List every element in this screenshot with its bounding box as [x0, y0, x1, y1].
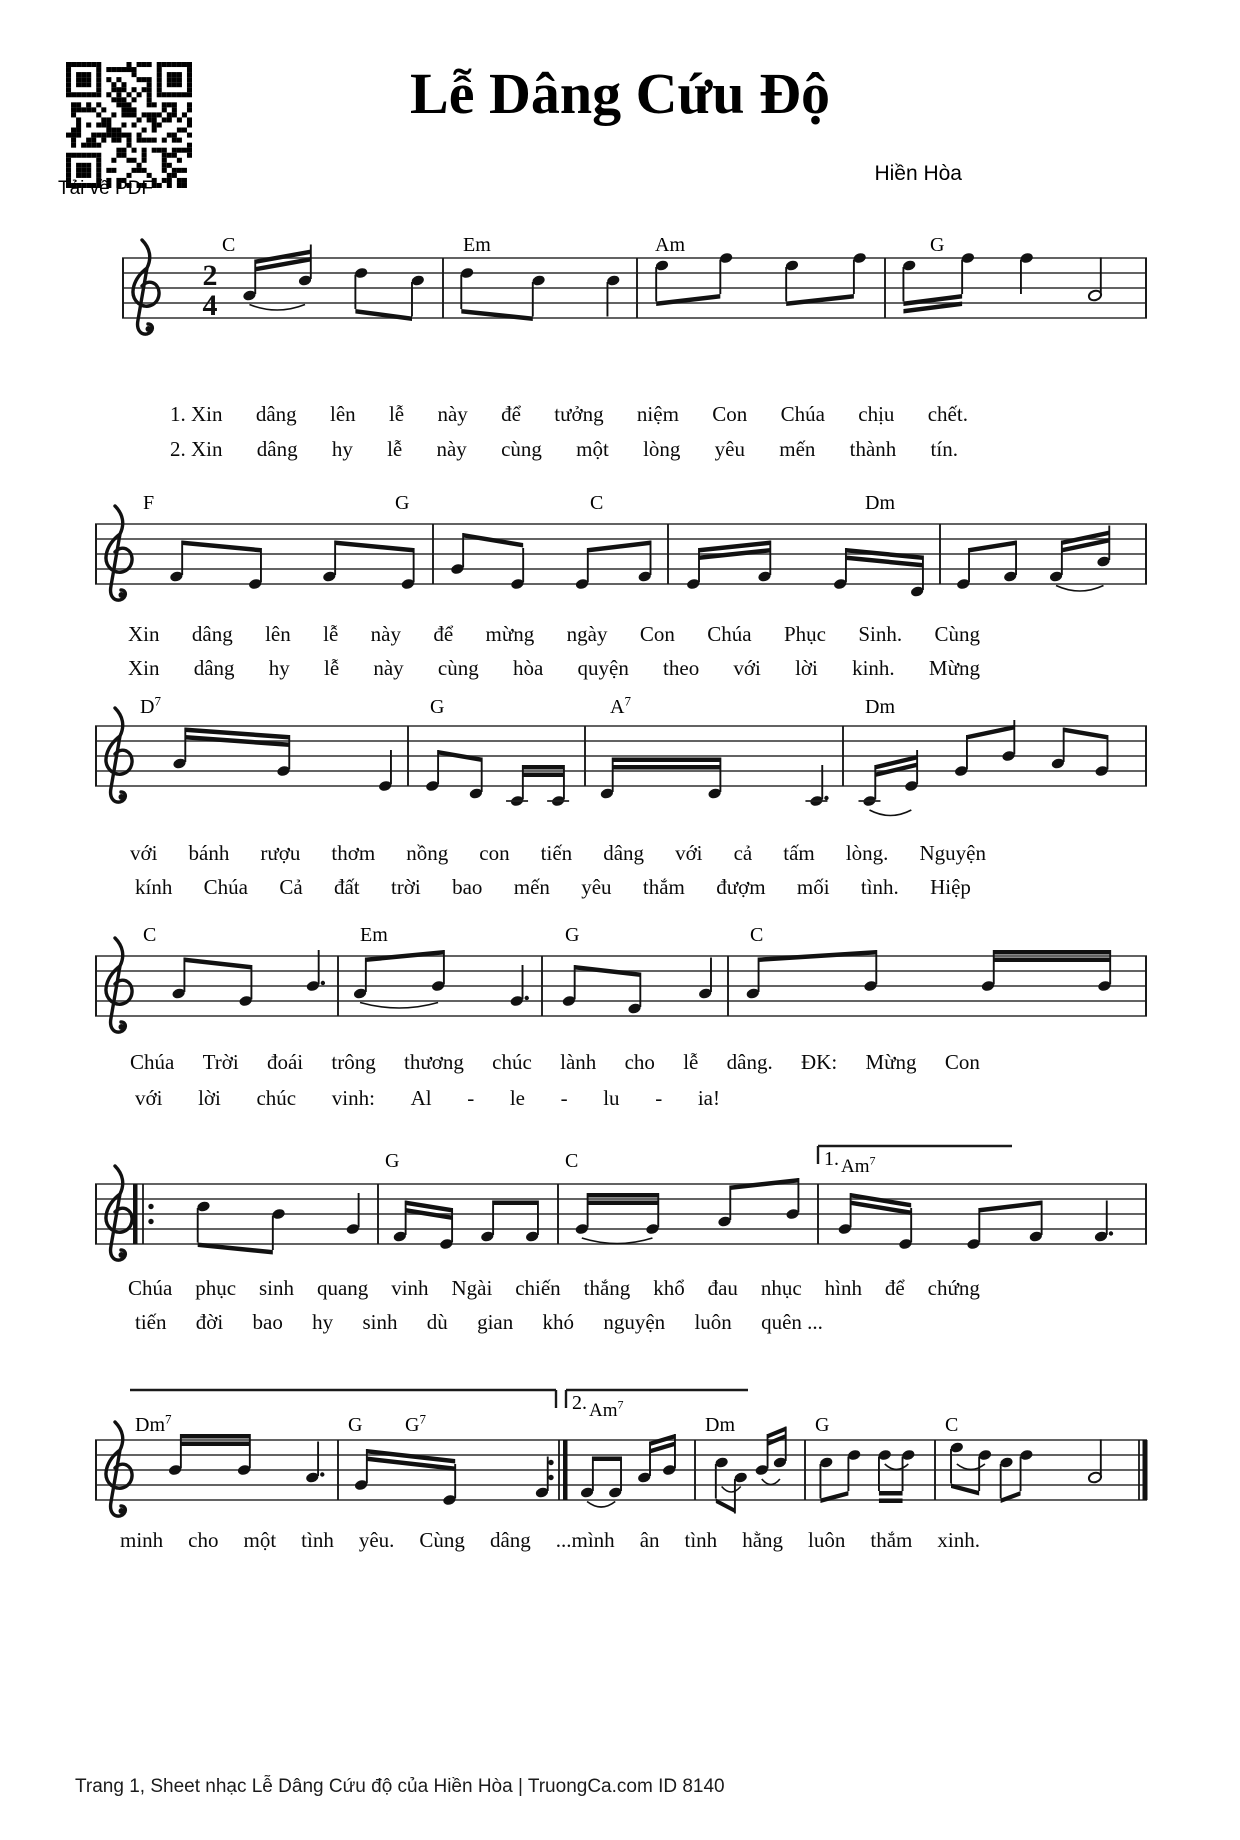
lyric-word: với — [733, 656, 761, 680]
chord-label: $A^7$ — [610, 693, 631, 718]
lyric-word: kính — [135, 875, 173, 899]
lyric-word: ngày — [566, 622, 608, 646]
lyric-word: tình. — [860, 875, 899, 899]
chord-label: G — [430, 696, 445, 718]
lyric-word: lành — [560, 1050, 597, 1074]
lyric-word: cùng — [501, 437, 542, 461]
lyric-word: tín. — [930, 437, 958, 461]
lyric-word: phục — [195, 1276, 237, 1300]
lyric-word: - — [655, 1086, 663, 1110]
lyric-word: một — [243, 1528, 277, 1552]
lyric-word: với — [135, 1086, 163, 1110]
lyric-word: mối — [796, 875, 830, 899]
chord-label: Am — [655, 234, 685, 256]
lyric-word: này — [373, 656, 404, 680]
lyric-word: chết. — [927, 402, 968, 426]
lyric-word: với — [130, 841, 158, 865]
lyric-word: lễ — [388, 402, 405, 426]
chord-label: Dm — [705, 1414, 735, 1436]
lyric-word: đời — [195, 1310, 224, 1334]
lyric-word: Cùng — [934, 622, 980, 646]
lyric-word: hòa — [512, 656, 544, 680]
lyric-word: vinh: — [331, 1086, 375, 1110]
lyric-word: khổ — [653, 1276, 685, 1300]
lyric-word: lời — [198, 1086, 221, 1110]
download-pdf-link[interactable]: Tải về PDF — [58, 178, 154, 199]
lyric-word: chúc — [256, 1086, 297, 1110]
lyric-word: thơm — [331, 841, 376, 865]
lyric-word: lễ — [683, 1050, 699, 1074]
lyric-word: thắm — [642, 875, 685, 899]
lyric-word: thương — [404, 1050, 464, 1074]
lyric-word: gian — [477, 1310, 514, 1334]
lyric-word: chúc — [492, 1050, 532, 1074]
lyric-word: khó — [542, 1310, 575, 1334]
chord-label: G — [815, 1414, 830, 1436]
lyric-word: Chúa — [203, 875, 248, 899]
lyric-word: cả — [733, 841, 753, 865]
lyric-word: lên — [265, 622, 291, 646]
lyric-word: dâng — [255, 402, 297, 426]
lyric-word: để — [884, 1276, 905, 1300]
lyric-word: chiến — [515, 1276, 561, 1300]
lyric-word: đoái — [266, 1050, 304, 1074]
lyric-word: Mừng — [865, 1050, 917, 1074]
lyric-word: mến — [513, 875, 550, 899]
lyric-word: Mừng — [928, 656, 980, 680]
lyric-word: quyện — [577, 656, 629, 680]
chord-label: G — [385, 1150, 400, 1172]
chord-label: Em — [463, 234, 491, 256]
lyric-word: ia! — [697, 1086, 720, 1110]
lyric-word: Sinh. — [858, 622, 903, 646]
lyric-word: Con — [944, 1050, 980, 1074]
lyric-word: cho — [624, 1050, 655, 1074]
lyric-word: - — [467, 1086, 475, 1110]
chord-label: C — [143, 924, 157, 946]
lyric-word: yêu — [714, 437, 745, 461]
lyric-word: cùng — [437, 656, 479, 680]
lyric-word: tiến — [135, 1310, 167, 1334]
chord-label: Dm$^7$ — [135, 1411, 172, 1436]
lyric-word: tiến — [540, 841, 573, 865]
lyric-word: Xin — [128, 622, 160, 646]
lyric-word: cho — [188, 1528, 219, 1552]
lyric-word: thắng — [583, 1276, 631, 1300]
lyric-word: Chúa — [128, 1276, 173, 1300]
lyric-word: dù — [426, 1310, 448, 1334]
lyric-word: lên — [329, 402, 356, 426]
lyric-word: Nguyện — [919, 841, 986, 865]
lyric-word: chịu — [858, 402, 895, 426]
lyric-word: luôn — [808, 1528, 846, 1552]
lyric-word: này — [437, 402, 468, 426]
lyric-word: Chúa — [707, 622, 752, 646]
chord-label: G — [348, 1414, 363, 1436]
svg-text:4: 4 — [202, 289, 218, 322]
lyric-word: Con — [639, 622, 675, 646]
lyric-word: lễ — [323, 622, 339, 646]
chord-label: G — [395, 492, 410, 514]
chord-label: $D^7$ — [140, 693, 161, 718]
lyric-word: Xin — [128, 656, 160, 680]
chord-label: C — [590, 492, 604, 514]
chord-label: Em — [360, 924, 388, 946]
lyric-word: con — [479, 841, 510, 865]
lyric-word: Al — [410, 1086, 432, 1110]
chord-label: C — [945, 1414, 959, 1436]
lyric-word: dâng — [603, 841, 645, 865]
lyric-word: hình — [824, 1276, 862, 1300]
lyric-word: dâng — [256, 437, 298, 461]
lyric-word: quang — [316, 1276, 369, 1300]
lyric-word: hằng — [742, 1528, 784, 1552]
lyric-word: dâng — [191, 622, 233, 646]
page-footer: Trang 1, Sheet nhạc Lễ Dâng Cứu độ của Hiền Hòa | TruongCa.com ID 8140 — [75, 1776, 725, 1797]
chord-label: G — [565, 924, 580, 946]
lyric-word: 1. Xin — [170, 402, 223, 426]
song-title: Lễ Dâng Cứu Độ — [410, 61, 830, 126]
lyric-word: kinh. — [852, 656, 895, 680]
lyric-word: chứng — [927, 1276, 980, 1300]
lyric-word: theo — [663, 656, 700, 680]
chord-label: G — [930, 234, 945, 256]
composer-name: Hiền Hòa — [874, 162, 962, 185]
lyric-word: bao — [252, 1310, 283, 1334]
lyric-word: đượm — [716, 875, 766, 899]
lyric-word: thành — [849, 437, 897, 461]
volta-label: 2. Am$^7$ — [572, 1392, 624, 1421]
chord-label: C — [222, 234, 236, 256]
lyric-word: ...mình — [555, 1528, 615, 1552]
lyric-word: tưởng — [554, 402, 604, 426]
lyric-word: dâng — [193, 656, 235, 680]
lyric-word: để — [501, 402, 521, 426]
lyric-word: 2. Xin — [170, 437, 223, 461]
lyric-word: với — [675, 841, 703, 865]
lyric-word: luôn — [694, 1310, 732, 1334]
lyric-word: bánh — [188, 841, 230, 865]
lyric-word: Cả — [279, 875, 303, 899]
lyric-word: niệm — [636, 402, 679, 426]
lyric-word: lòng. — [845, 841, 889, 865]
lyric-word: sinh — [259, 1276, 295, 1300]
lyric-word: tình — [301, 1528, 334, 1552]
lyric-word: Hiệp — [930, 875, 971, 899]
lyric-word: hy — [268, 656, 290, 680]
lyric-word: lời — [795, 656, 818, 680]
lyric-word: tấm — [783, 841, 815, 865]
chord-label: C — [750, 924, 764, 946]
lyric-word: ân — [639, 1528, 660, 1552]
lyric-word: vinh — [391, 1276, 429, 1300]
lyric-word: thắm — [870, 1528, 913, 1552]
lyric-word: Chúa — [780, 402, 825, 426]
lyric-word: bao — [452, 875, 483, 899]
volta-label: 1. Am$^7$ — [824, 1148, 876, 1177]
chord-label: $G^7$ — [405, 1411, 426, 1436]
chord-label: C — [565, 1150, 579, 1172]
lyric-word: đất — [333, 875, 360, 899]
chord-label: Dm — [865, 492, 895, 514]
lyric-word: Cùng — [419, 1528, 465, 1552]
lyric-word: xinh. — [937, 1528, 980, 1552]
lyric-word: hy — [331, 437, 353, 461]
lyric-word: - — [560, 1086, 568, 1110]
lyric-word: lễ — [323, 656, 340, 680]
lyric-word: yêu — [581, 875, 612, 899]
lyric-word: dâng. — [726, 1050, 773, 1074]
lyric-word: Ngài — [451, 1276, 493, 1300]
lyric-word: Trời — [202, 1050, 239, 1074]
lyric-word: rượu — [260, 841, 301, 865]
lyric-word: này — [370, 622, 401, 646]
lyric-word: lu — [603, 1086, 620, 1110]
lyric-word: Phục — [783, 622, 826, 646]
lyric-word: yêu. — [358, 1528, 395, 1552]
lyric-word: minh — [120, 1528, 164, 1552]
lyric-word: để — [433, 622, 454, 646]
lyric-word: nồng — [406, 841, 449, 865]
lyric-word: lễ — [387, 437, 403, 461]
lyric-word: này — [436, 437, 467, 461]
lyric-word: quên ... — [761, 1310, 823, 1334]
lyric-word: ĐK: — [801, 1050, 838, 1074]
lyric-word: nguyện — [603, 1310, 666, 1334]
lyric-word: lòng — [643, 437, 681, 461]
lyric-word: sinh — [362, 1310, 398, 1334]
lyric-word: mừng — [485, 622, 535, 646]
lyric-word: dâng — [489, 1528, 531, 1552]
svg-text:2: 2 — [202, 259, 218, 292]
lyric-word: tình — [684, 1528, 718, 1552]
chord-label: Dm — [865, 696, 895, 718]
lyric-word: le — [509, 1086, 525, 1110]
lyric-word: Chúa — [130, 1050, 175, 1074]
lyric-word: mến — [779, 437, 816, 461]
lyric-word: một — [576, 437, 609, 461]
lyric-word: Con — [712, 402, 748, 426]
lyric-word: đau — [707, 1276, 738, 1300]
lyric-word: trời — [390, 875, 421, 899]
chord-label: F — [143, 492, 155, 514]
lyric-word: nhục — [760, 1276, 802, 1300]
lyric-word: trông — [331, 1050, 376, 1074]
lyric-word: hy — [312, 1310, 334, 1334]
